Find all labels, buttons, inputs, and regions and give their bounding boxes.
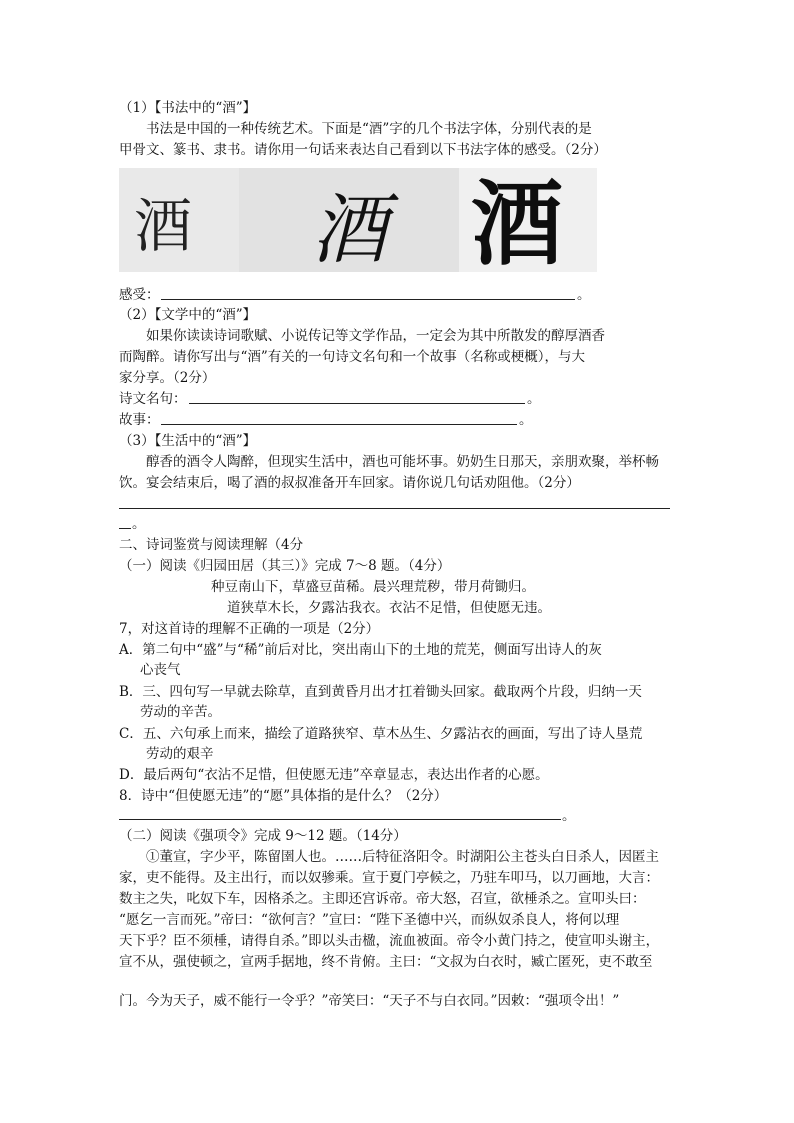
- story-answer-end: 。: [519, 412, 533, 428]
- option-b-line2[interactable]: 劳动的辛苦。: [140, 704, 221, 720]
- oracle-bone-char: 酒: [133, 192, 193, 260]
- passage-line-1: ①董宣，字少平，陈留圉人也。……后特征洛阳令。时湖阳公主苍头白日杀人，因匿主: [146, 849, 659, 865]
- story-answer-line[interactable]: [161, 424, 517, 425]
- story-answer-label: 故事：: [119, 412, 160, 428]
- section2-intro-line3: 家分享。（2分）: [119, 370, 216, 386]
- prose-reading-heading: （二）阅读《强项令》完成 9～12 题。（14分）: [119, 828, 407, 844]
- advice-answer-line-1[interactable]: [119, 508, 670, 509]
- option-c-line1[interactable]: C．五、六句承上而来，描绘了道路狭窄、草木丛生、夕露沾衣的画面，写出了诗人垦荒: [119, 726, 643, 742]
- passage-line-2: 家，吏不能得。及主出行，而以奴骖乘。宣于夏门亭候之，乃驻车叩马，以刀画地，大言：: [119, 870, 659, 886]
- section1-intro-line2: 甲骨文、篆书、隶书。请你用一句话来表达自己看到以下书法字体的感受。（2分）: [119, 142, 607, 158]
- section2-heading: （2）【文学中的“酒”】: [119, 307, 257, 323]
- option-b-line1[interactable]: B．三、四句写一早就去除草，直到黄昏月出才扛着锄头回家。截取两个片段，归纳一天: [119, 684, 642, 700]
- clerical-script-char: 酒: [470, 170, 564, 272]
- passage-line-3: 数主之失，叱奴下车，因格杀之。主即还宫诉帝。帝大怒，召宣，欲棰杀之。宣叩头曰：: [119, 891, 646, 907]
- poem-line-1: 种豆南山下，草盛豆苗稀。晨兴理荒秽，带月荷锄归。: [211, 579, 535, 595]
- section3-intro-line2: 饮。宴会结束后，喝了酒的叔叔准备开车回家。请你说几句话劝阻他。（2分）: [119, 475, 580, 491]
- advice-answer-end: 。: [132, 516, 146, 532]
- poem-line-2: 道狭草木长，夕露沾我衣。衣沾不足惜，但使愿无违。: [227, 600, 551, 616]
- advice-answer-line-2[interactable]: [119, 528, 131, 529]
- quote-answer-label: 诗文名句：: [119, 391, 187, 407]
- calligraphy-image: [119, 168, 597, 272]
- passage-line-7: 门。今为天子，威不能行一令乎？”帝笑曰：“天子不与白衣同。”因敕：“强项令出！”: [119, 993, 620, 1009]
- option-a-line1[interactable]: A．第二句中“盛”与“稀”前后对比，突出南山下的土地的荒芜，侧面写出诗人的灰: [119, 642, 602, 658]
- section1-heading: （1）【书法中的“酒”】: [119, 100, 257, 116]
- passage-line-4: “愿乞一言而死。”帝曰：“欲何言？”宣曰：“陛下圣德中兴，而纵奴杀良人，将何以理: [119, 912, 620, 928]
- question-8-answer-end: 。: [562, 808, 576, 824]
- passage-line-6: 宣不从，强使顿之，宣两手据地，终不肯俯。主曰：“文叔为白衣时，臧亡匿死，吏不敢至: [119, 954, 653, 970]
- section2-intro-line2: 而陶醉。请你写出与“酒”有关的一句诗文名句和一个故事（名称或梗概），与大: [119, 349, 586, 365]
- part2-title: 二、诗词鉴赏与阅读理解（4分: [119, 537, 304, 553]
- section3-heading: （3）【生活中的“酒”】: [119, 433, 257, 449]
- question-7: 7，对这首诗的理解不正确的一项是（2分）: [119, 621, 380, 637]
- quote-answer-line[interactable]: [189, 403, 525, 404]
- question-8-answer-line[interactable]: [119, 819, 561, 820]
- option-a-line2[interactable]: 心丧气: [140, 662, 181, 678]
- question-8: 8．诗中“但使愿无违”的“愿”具体指的是什么？（2分）: [119, 788, 448, 804]
- feeling-answer-line[interactable]: [161, 299, 575, 300]
- option-d[interactable]: D．最后两句“衣沾不足惜，但使愿无违”卒章显志，表达出作者的心愿。: [119, 767, 549, 783]
- seal-script-char: 酒: [311, 185, 387, 272]
- passage-line-5: 天下乎？臣不须棰，请得自杀。”即以头击楹，流血被面。帝令小黄门持之，使宣叩头谢主，: [119, 933, 660, 949]
- section1-intro-line1: 书法是中国的一种传统艺术。下面是“酒”字的几个书法字体，分别代表的是: [146, 121, 592, 137]
- feeling-answer-label: 感受：: [119, 287, 160, 303]
- quote-answer-end: 。: [527, 391, 541, 407]
- section2-intro-line1: 如果你读读诗词歌赋、小说传记等文学作品，一定会为其中所散发的醇厚酒香: [146, 328, 605, 344]
- option-c-line2[interactable]: 劳动的艰辛: [146, 746, 214, 762]
- section3-intro-line1: 醇香的酒令人陶醉，但现实生活中，酒也可能坏事。奶奶生日那天，亲朋欢聚，举杯畅: [146, 454, 659, 470]
- poem-reading-heading: （一）阅读《归园田居（其三）》完成 7～8 题。（4分）: [119, 558, 451, 574]
- feeling-answer-end: 。: [577, 287, 591, 303]
